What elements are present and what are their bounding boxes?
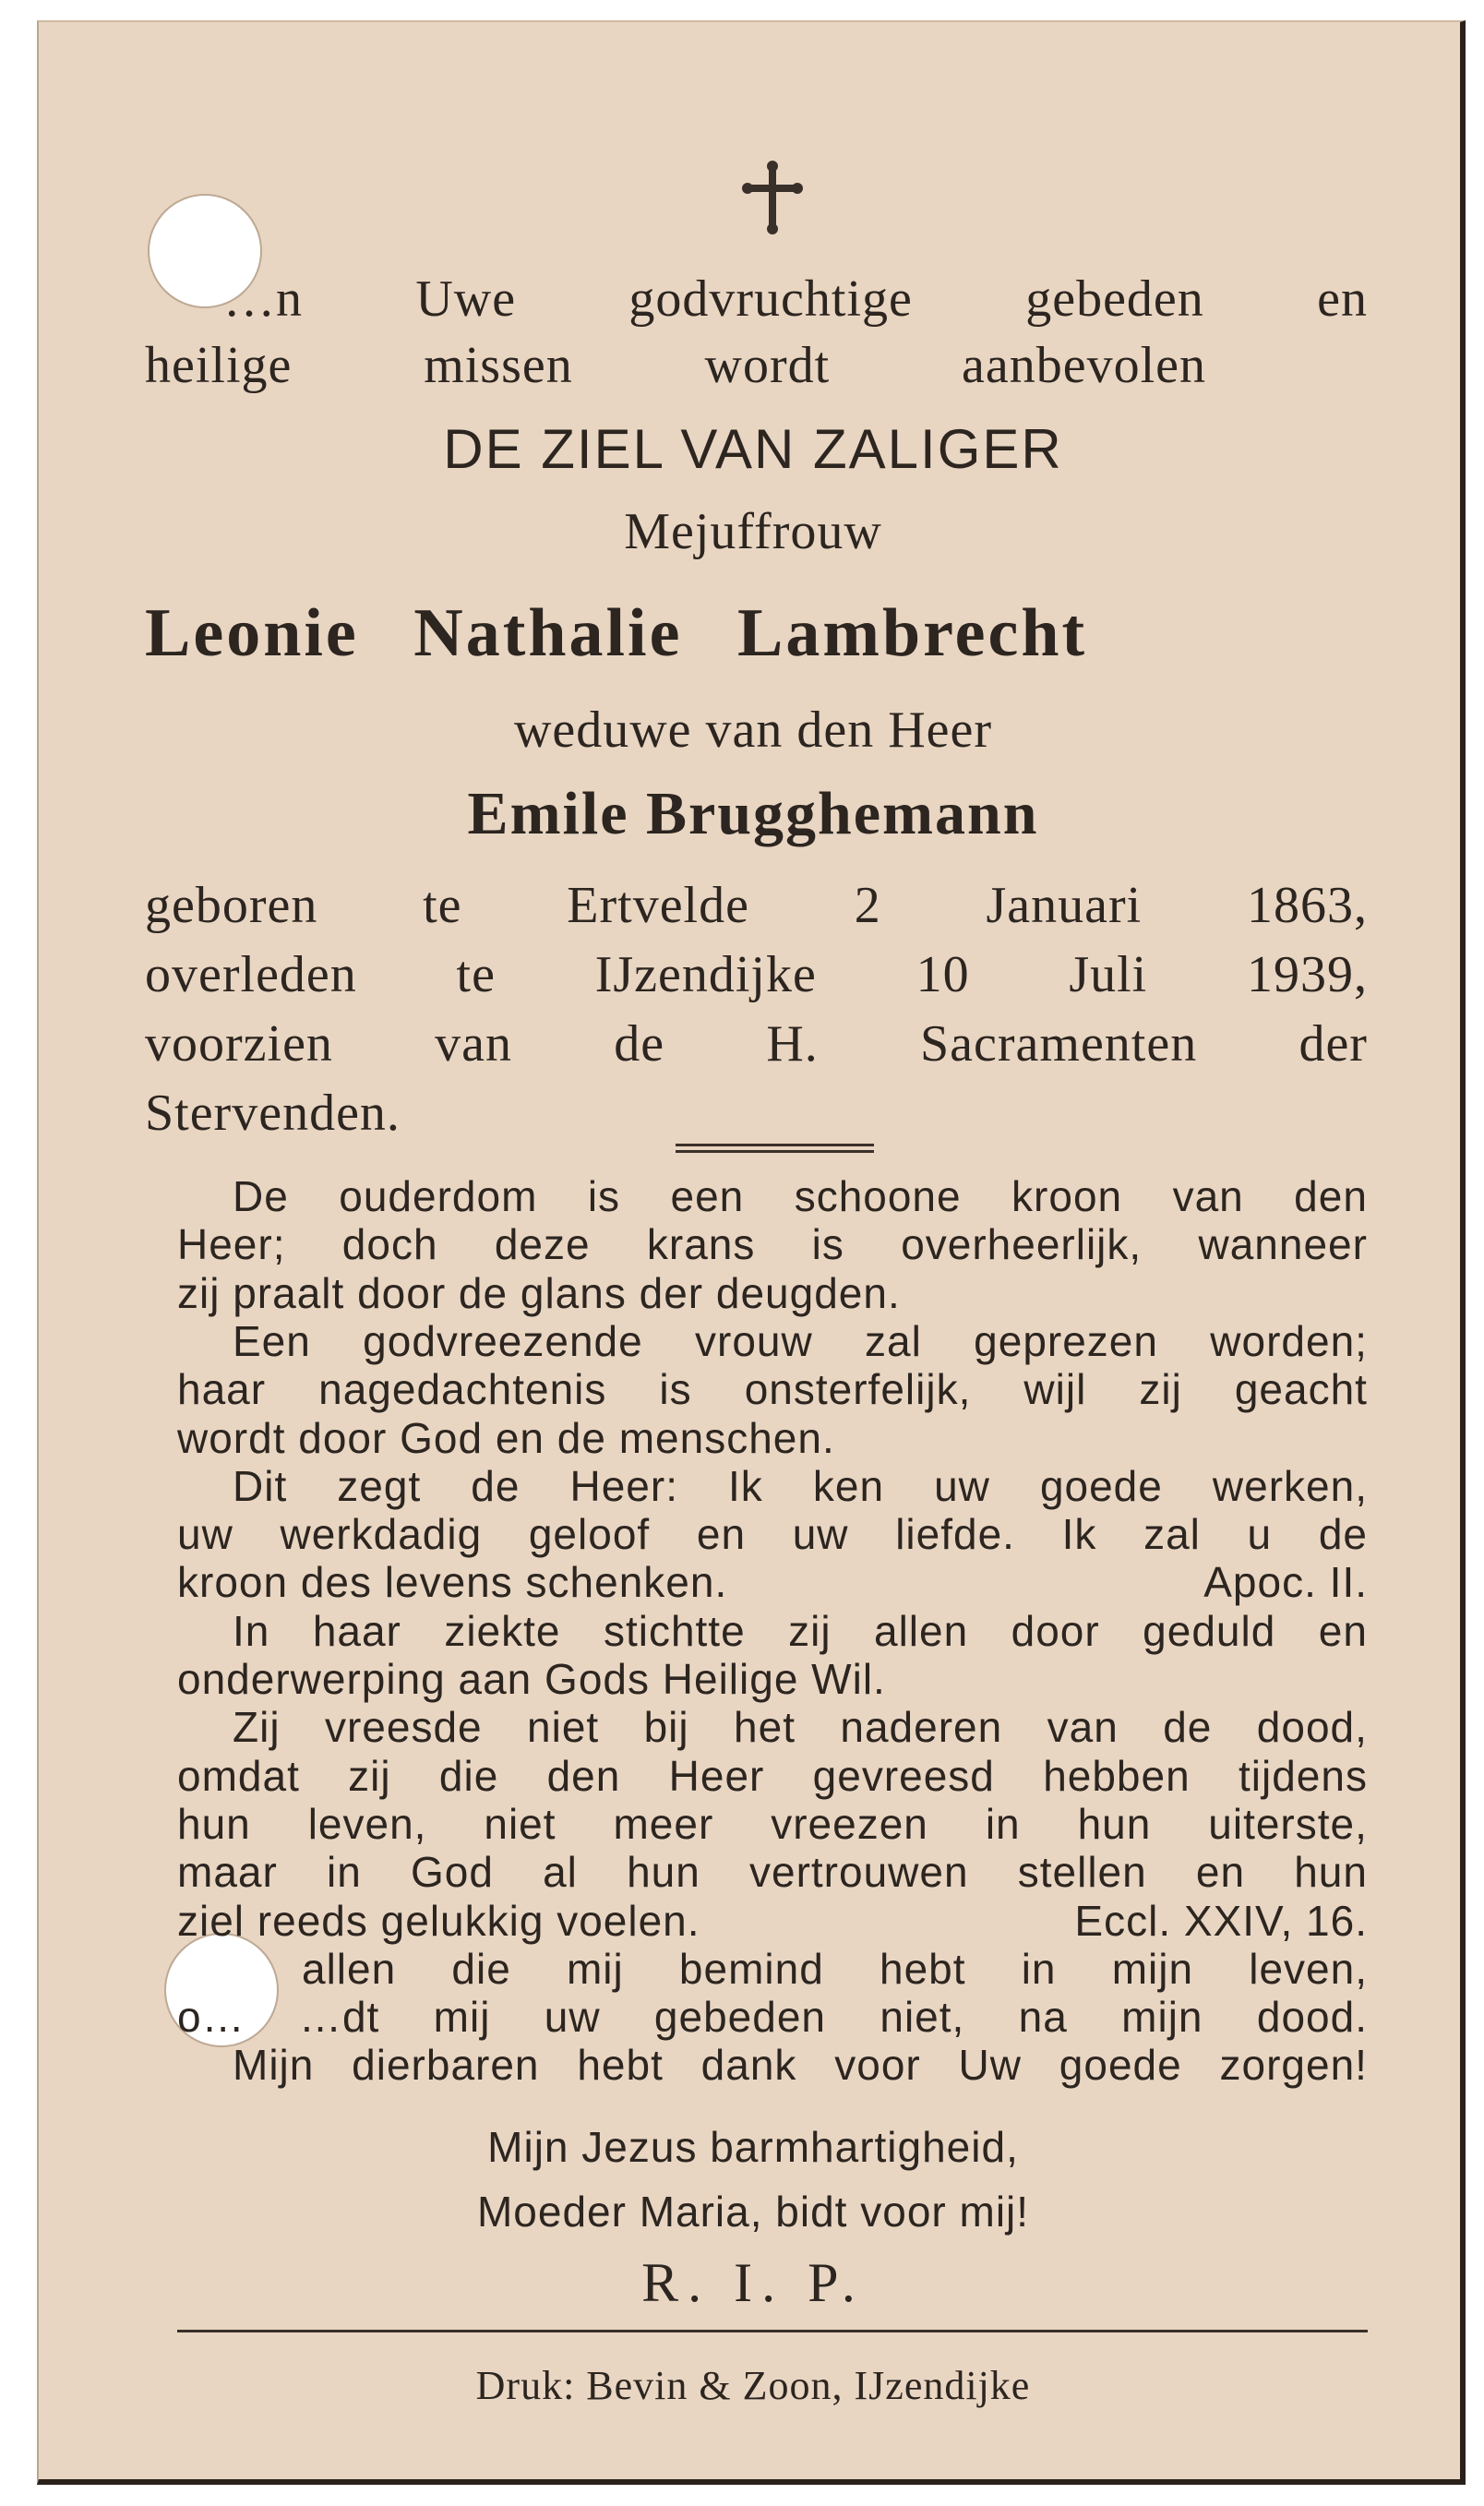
verse-word: de	[1318, 1510, 1368, 1558]
verse-word: mij	[566, 1945, 624, 1993]
verse-word: Zij	[233, 1703, 281, 1751]
verse-word: uw	[544, 1993, 601, 2041]
verse-word: ouderdom	[339, 1172, 538, 1220]
verse-word: naderen	[840, 1703, 1003, 1751]
verse-word: uw	[792, 1510, 849, 1558]
verse-word: geprezen	[974, 1317, 1158, 1365]
verse-line	[177, 1654, 886, 1704]
verse-word: zorgen!	[1219, 2041, 1368, 2089]
verse-word: Ik	[728, 1462, 763, 1510]
verse-word: onderwerping aan Gods Heilige Wil.	[177, 1655, 886, 1703]
word: 10	[916, 946, 970, 1003]
word: van	[435, 1015, 513, 1073]
verse-word: Uw	[958, 2041, 1022, 2089]
verse-word: haar	[177, 1365, 267, 1413]
verse-word: hebt	[879, 1945, 966, 1993]
verse-word: niet,	[880, 1993, 965, 2041]
word: Juli	[1069, 946, 1148, 1003]
verse-word: maar	[177, 1848, 278, 1896]
verse-word: ken	[812, 1462, 885, 1510]
verse-word: tijdens	[1238, 1752, 1368, 1800]
verse-word: zegt	[337, 1462, 422, 1510]
verse-word: vreezen	[771, 1800, 928, 1848]
soul-heading: DE ZIEL VAN ZALIGER	[443, 418, 1063, 480]
word: gebeden	[1025, 270, 1204, 328]
verse-word: vertrouwen	[749, 1848, 969, 1896]
verse-word: den	[1294, 1172, 1368, 1220]
verse-word: het	[734, 1703, 796, 1751]
divider-bottom-rule	[177, 2330, 1368, 2332]
verse-line	[177, 1896, 1368, 1946]
verse-word: geloof	[528, 1510, 651, 1558]
verse-line	[177, 1992, 1368, 2042]
intro-line-2	[145, 336, 1206, 395]
verse-word: gebeden	[653, 1993, 827, 2041]
verse-word: is	[587, 1172, 621, 1220]
verse-word: omdat	[177, 1752, 300, 1800]
verse-word: in	[326, 1848, 362, 1896]
verse-word: mijn	[1121, 1993, 1203, 2041]
verse-word: stellen	[1017, 1848, 1147, 1896]
sacraments-end: Stervenden.	[145, 1085, 401, 1142]
verse-word: liefde.	[895, 1510, 1015, 1558]
verse-word: Heer;	[177, 1220, 286, 1268]
verse-line	[177, 1509, 1368, 1559]
verse-word: In	[233, 1607, 270, 1655]
verse-word: de	[471, 1462, 521, 1510]
verse-word: mijn	[1111, 1945, 1194, 1993]
verse-word: werkdadig	[280, 1510, 483, 1558]
verse-word: hun	[177, 1800, 251, 1848]
word: 1939,	[1247, 946, 1368, 1003]
verse-word: zij praalt door de glans der deugden.	[177, 1269, 901, 1317]
verse-line	[177, 1413, 835, 1463]
verse-word: kroon	[1011, 1172, 1123, 1220]
verse-word: in	[1021, 1945, 1057, 1993]
verse-word: ziel reeds gelukkig voelen.	[177, 1897, 700, 1945]
verse-line	[177, 1799, 1368, 1849]
word: godvruchtige	[628, 270, 913, 328]
word: geboren	[145, 877, 318, 934]
verse-line	[233, 2040, 1368, 2090]
verse-word: geduld	[1143, 1607, 1276, 1655]
verse-word: godvreezende	[363, 1317, 643, 1365]
relation: weduwe van den Heer	[513, 701, 993, 759]
verse-word: niet	[527, 1703, 600, 1751]
verse-word: dierbaren	[352, 2041, 540, 2089]
verse-word: Eccl. XXIV, 16.	[1074, 1897, 1368, 1945]
verse-word: uiterste,	[1208, 1800, 1368, 1848]
verse-line	[177, 1751, 1368, 1801]
verse-word: zij	[348, 1752, 391, 1800]
verse-word: dank	[700, 2041, 797, 2089]
verse-word: allen	[302, 1945, 397, 1993]
deceased-name: Leonie Nathalie Lambrecht	[145, 595, 1088, 671]
verse-word: is	[659, 1365, 692, 1413]
verse-word: in	[985, 1800, 1021, 1848]
spouse-name: Emile Brugghemann	[467, 780, 1039, 847]
word: Uwe	[415, 270, 517, 328]
verse-word: zal	[1143, 1510, 1201, 1558]
verse-word: kroon des levens schenken.	[177, 1558, 728, 1606]
verse-word: deze	[494, 1220, 591, 1268]
title: Mejuffrouw	[624, 503, 882, 560]
verse-word: Heer	[668, 1752, 765, 1800]
verse-line	[233, 1461, 1368, 1511]
verse-word: nagedachtenis	[318, 1365, 607, 1413]
word: Ertvelde	[567, 877, 749, 934]
cross-icon	[740, 161, 805, 234]
memorial-card	[37, 20, 1466, 2485]
word: Sacramenten	[920, 1015, 1198, 1073]
word: Januari	[986, 877, 1143, 934]
verse-word: hun	[1077, 1800, 1152, 1848]
printer-credit: Druk: Bevin & Zoon, IJzendijke	[475, 2363, 1031, 2408]
verse-word: Heer:	[569, 1462, 678, 1510]
prayer-line-1: Mijn Jezus barmhartigheid,	[487, 2123, 1019, 2171]
verse-word: is	[811, 1220, 844, 1268]
word: H.	[766, 1015, 819, 1073]
verse-word: stichtte	[603, 1607, 746, 1655]
verse-line	[233, 1606, 1368, 1656]
word: 1863,	[1246, 877, 1368, 934]
birth-line	[145, 876, 1368, 935]
verse-word: leven,	[1249, 1945, 1368, 1993]
verse-word: wanneer	[1198, 1220, 1368, 1268]
verse-line	[233, 1316, 1368, 1366]
verse-word: schoone	[794, 1172, 962, 1220]
rip: R. I. P.	[641, 2252, 865, 2313]
word: IJzendijke	[594, 946, 817, 1003]
verse-word: en	[696, 1510, 747, 1558]
verse-word: voor	[834, 2041, 921, 2089]
verse-line	[177, 1268, 901, 1318]
word: overleden	[145, 946, 357, 1003]
verse-word: De	[233, 1172, 289, 1220]
sacraments-line	[145, 1014, 1368, 1073]
verse-word: goede	[1039, 1462, 1163, 1510]
verse-word: geacht	[1234, 1365, 1368, 1413]
verse-word: bemind	[678, 1945, 824, 1993]
verse-word: al	[543, 1848, 578, 1896]
verse-line	[233, 1702, 1368, 1752]
word: aanbevolen	[962, 337, 1206, 394]
death-line	[145, 945, 1368, 1004]
word: de	[614, 1015, 665, 1073]
word: 2	[854, 877, 881, 934]
verse-word: door	[1011, 1607, 1100, 1655]
verse-word: en	[1318, 1607, 1368, 1655]
word: te	[456, 946, 496, 1003]
verse-word: haar	[312, 1607, 401, 1655]
verse-word: krans	[646, 1220, 756, 1268]
verse-word: God	[410, 1848, 494, 1896]
verse-word: en	[1195, 1848, 1246, 1896]
verse-word: u	[1247, 1510, 1273, 1558]
verse-word: uw	[934, 1462, 990, 1510]
verse-word: wordt door God en de menschen.	[177, 1414, 835, 1462]
verse-word: Dit	[233, 1462, 288, 1510]
verse-line	[302, 1944, 1368, 1994]
verse-word: zij	[1139, 1365, 1182, 1413]
verse-word: hebt	[577, 2041, 664, 2089]
verse-line	[177, 1847, 1368, 1897]
word: heilige	[145, 337, 293, 394]
word: …n	[223, 270, 303, 328]
verse-word: meer	[613, 1800, 714, 1848]
word: wordt	[704, 337, 831, 394]
verse-word: onsterfelijk,	[744, 1365, 972, 1413]
word: missen	[424, 337, 573, 394]
verse-word: Mijn	[233, 2041, 315, 2089]
prayer-line-2: Moeder Maria, bidt voor mij!	[476, 2188, 1030, 2236]
verse-word: bij	[643, 1703, 689, 1751]
verse-word: o…	[177, 1993, 245, 2041]
verse-word: van	[1047, 1703, 1119, 1751]
verse-word: …dt	[298, 1993, 380, 2041]
verse-word: zij	[788, 1607, 832, 1655]
verse-word: niet	[484, 1800, 556, 1848]
verse-word: goede	[1059, 2041, 1182, 2089]
divider-double-rule	[676, 1144, 874, 1153]
verse-word: vrouw	[695, 1317, 813, 1365]
verse-word: werken,	[1212, 1462, 1368, 1510]
verse-word: uw	[177, 1510, 233, 1558]
verse-word: gevreesd	[812, 1752, 995, 1800]
word: te	[423, 877, 462, 934]
verse-word: doch	[341, 1220, 438, 1268]
verse-word: leven,	[307, 1800, 427, 1848]
verse-word: den	[546, 1752, 621, 1800]
word: en	[1317, 270, 1368, 328]
verse-line	[177, 1364, 1368, 1414]
verse-word: mij	[433, 1993, 491, 2041]
verse-word: de	[1163, 1703, 1213, 1751]
verse-word: hebben	[1043, 1752, 1191, 1800]
word: der	[1298, 1015, 1368, 1073]
verse-word: hun	[1294, 1848, 1368, 1896]
verse-word: die	[451, 1945, 511, 1993]
verse-word: overheerlijk,	[901, 1220, 1143, 1268]
verse-word: wijl	[1023, 1365, 1087, 1413]
verse-word: worden;	[1210, 1317, 1368, 1365]
verse-word: vreesde	[324, 1703, 483, 1751]
verse-word: na	[1018, 1993, 1068, 2041]
verse-line	[233, 1171, 1368, 1221]
verse-word: die	[438, 1752, 499, 1800]
verse-word: dood,	[1256, 1703, 1368, 1751]
word: voorzien	[145, 1015, 333, 1073]
verse-word: ziekte	[444, 1607, 561, 1655]
verse-word: dood.	[1256, 1993, 1368, 2041]
verse-word: zal	[865, 1317, 922, 1365]
verse-word: van	[1172, 1172, 1244, 1220]
verse-word: een	[670, 1172, 745, 1220]
verse-line	[177, 1557, 1368, 1607]
verse-word: Ik	[1061, 1510, 1097, 1558]
verse-word: allen	[874, 1607, 969, 1655]
verse-word: hun	[627, 1848, 700, 1896]
verse-line	[177, 1219, 1368, 1269]
verse-word: Een	[233, 1317, 311, 1365]
verse-word: Apoc. II.	[1203, 1558, 1368, 1606]
intro-line-1	[223, 270, 1368, 329]
